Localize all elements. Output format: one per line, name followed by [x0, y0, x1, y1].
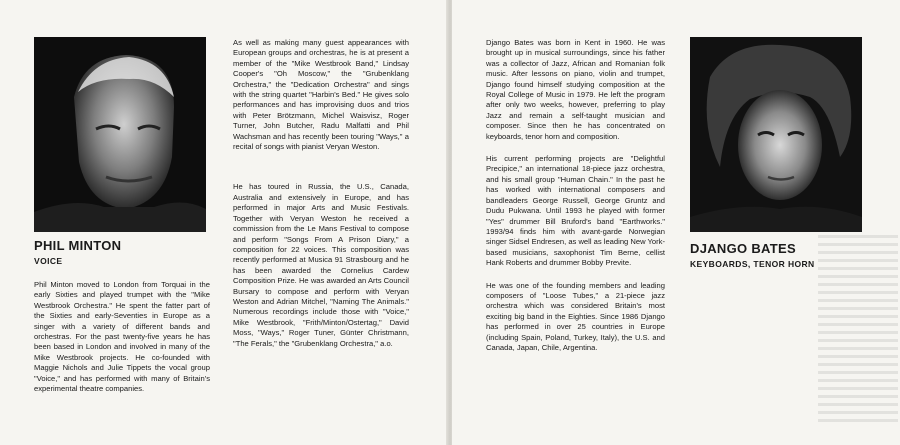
phil-minton-bio-paragraph: As well as making many guest appearances with European groups and orchestras, he is at present a member of the "Mike Westbrook Band," Lindsay Cooper's "Oh Moscow," the "Grubenklang Orchestra," the "Dedication Orchestra" and sings with the string quartet "Harbin's Bed." He gives solo performances and has improvising duos and trios with Peter Brötzmann, Michel Waisvisz, Roger Turner, John Butcher, Radu Malfatti and Phil Wachsman and has recently been touring "Ways," a recital of songs with pianist Veryan Weston.	[233, 38, 409, 152]
django-bates-photo	[690, 37, 862, 232]
phil-minton-photo	[34, 37, 206, 232]
django-bates-bio-paragraph: His current performing projects are "Delightful Precipice," an international 18-piece jazz orchestra, and his small group "Human Chain." In the past he has worked with international composers and bandleaders George Russell, George Gruntz and Dudu Pukwana. Until 1993 he played with former "Yes" drummer Bill Bruford's band "Earthworks." 1993/94 finds him with avant-garde Norwegian singer Sidsel Endresen, as well as leading New York-based musicians, saxophonist Tim Berne, cellist Hank Roberts and drummer Bobby Previte.	[486, 154, 665, 268]
phil-minton-bio-paragraph: He has toured in Russia, the U.S., Canada, Australia and extensively in Europe, and has performed in major Arts and Music Festivals. Together with Veryan Weston he received a commission from the Le Mans Festival to compose and perform "Songs From A Prison Diary," a composition for 22 voices. This composition was recently performed at Musica 91 Strasbourg and he has been awarded the Cornelius Cardew Composition Prize. He was awarded an Arts Council Bursary to compose and perform with Veryan Weston and Adrian Mitchel, "Naming The Animals." Numerous recordings include those with "Voice," Mike Westbrook, "Frith/Minton/Ostertag," David Moss, "Ways," Roger Tuner, Günter Christmann, "The Ferals," the "Grubenklang Orchestra," a.o.	[233, 182, 409, 348]
show-through-text-decoration	[818, 235, 898, 425]
phil-minton-role: VOICE	[34, 256, 63, 266]
django-bates-name: DJANGO BATES	[690, 241, 796, 256]
django-bates-bio	[486, 38, 665, 362]
phil-minton-bio-col2	[233, 38, 409, 358]
django-bates-bio-paragraph: He was one of the founding members and leading composers of "Loose Tubes," a 21-piece jazz orchestra which was considered Britain's most exciting big band in the Eighties. Since 1986 Django has performed in over 25 countries in Europe (including Spain, Poland, Turkey, Italy), the U.S. and Canada, Japan, Chile, Argentina.	[486, 280, 665, 352]
phil-minton-bio-col1	[34, 280, 210, 403]
django-bates-role: KEYBOARDS, TENOR HORN	[690, 259, 815, 269]
django-bates-bio-paragraph: Django Bates was born in Kent in 1960. He was brought up in musical surroundings, since his father was a collector of Jazz, African and Romanian folk music. After lessons on piano, violin and trumpet, Django found himself studying composition at the Royal College of Music in 1979. He left the program after only two weeks, however, preferring to play Jazz and remain a self-taught musician and composer. Since then he has concentrated on keyboards, tenor horn and composition.	[486, 38, 665, 141]
phil-minton-bio-paragraph: Phil Minton moved to London from Torquai in the early Sixties and played trumpet with the "Mike Westbrook Orchestra." He spent the fatter part of the Sixties and early-Seventies in Europe as a singer with a variety of different bands and orchestras. For the past twenty-five years he has been based in London and involved in many of the Mike Westbrook projects. He co-founded with Maggie Nichols and Julie Tippets the vocal group "Voice," and has performed with many of Britain's experimental theatre companies.	[34, 280, 210, 394]
phil-minton-name: PHIL MINTON	[34, 238, 122, 253]
